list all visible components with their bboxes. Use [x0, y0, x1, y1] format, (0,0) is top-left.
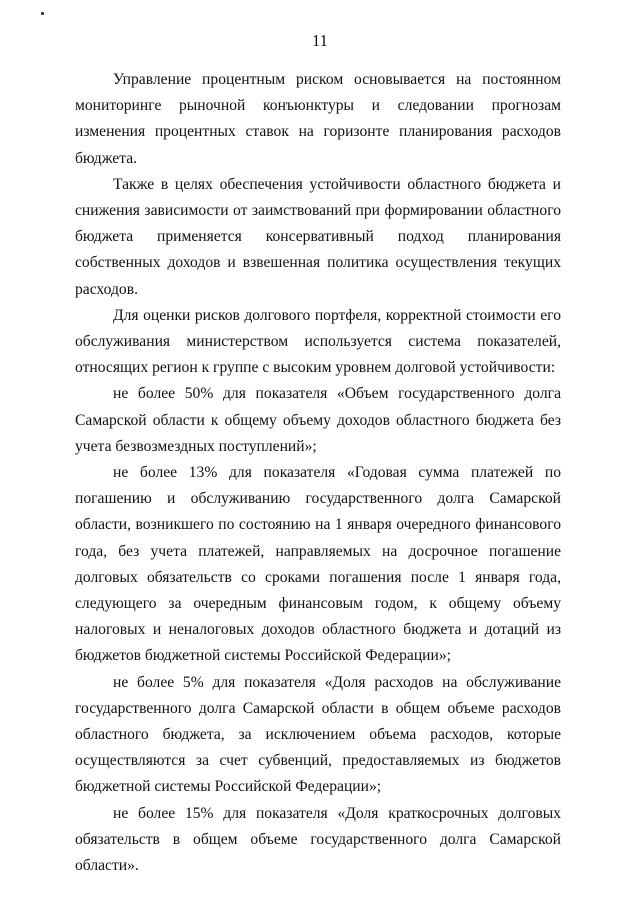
page-number: 11 — [312, 31, 328, 50]
paragraph-indicator-servicing-expenses: не более 5% для показателя «Доля расходов на обслуживание государственного долга Самарской области в общем объеме расходов областного бюджета, за исключением объема расходов, которые осуществляются за счет субвенций, предоставляемых из бюджетов бюджетной системы Российской Федерации»; — [75, 673, 561, 796]
paragraph-budget-stability: Также в целях обеспечения устойчивости областного бюджета и снижения зависимости от заимствований при формировании областного бюджета применяется консервативный подход планирования собственных доходов и взвешенная политика осуществления текущих расходов. — [75, 175, 561, 298]
document-body — [75, 67, 561, 879]
paragraph-interest-rate-risk: Управление процентным риском основывается на постоянном мониторинге рыночной конъюнктуры и следовании прогнозам изменения процентных ставок на горизонте планирования расходов бюджета. — [75, 71, 561, 167]
scan-mark — [41, 12, 44, 15]
paragraph-debt-risk-assessment: Для оценки рисков долгового портфеля, корректной стоимости его обслуживания министерством используется система показателей, относящих регион к группе с высоким уровнем долговой устойчивости: — [75, 306, 561, 377]
paragraph-indicator-short-term-obligations: не более 15% для показателя «Доля краткосрочных долговых обязательств в общем объеме государственного долга Самарской области». — [75, 804, 561, 875]
paragraph-indicator-debt-volume: не более 50% для показателя «Объем государственного долга Самарской области к общему объему доходов областного бюджета без учета безвозмездных поступлений»; — [75, 385, 561, 455]
paragraph-indicator-annual-payments: не более 13% для показателя «Годовая сумма платежей по погашению и обслуживанию государственного долга Самарской области, возникшего по состоянию на 1 января очередного финансового года, без учета платежей, направляемых на досрочное погашение долговых обязательств со сроками погашения после 1 января года, следующего за очередным финансовым годом, к общему объему налоговых и неналоговых доходов областного бюджета и дотаций из бюджетов бюджетной системы Российской Федерации»; — [75, 464, 561, 665]
